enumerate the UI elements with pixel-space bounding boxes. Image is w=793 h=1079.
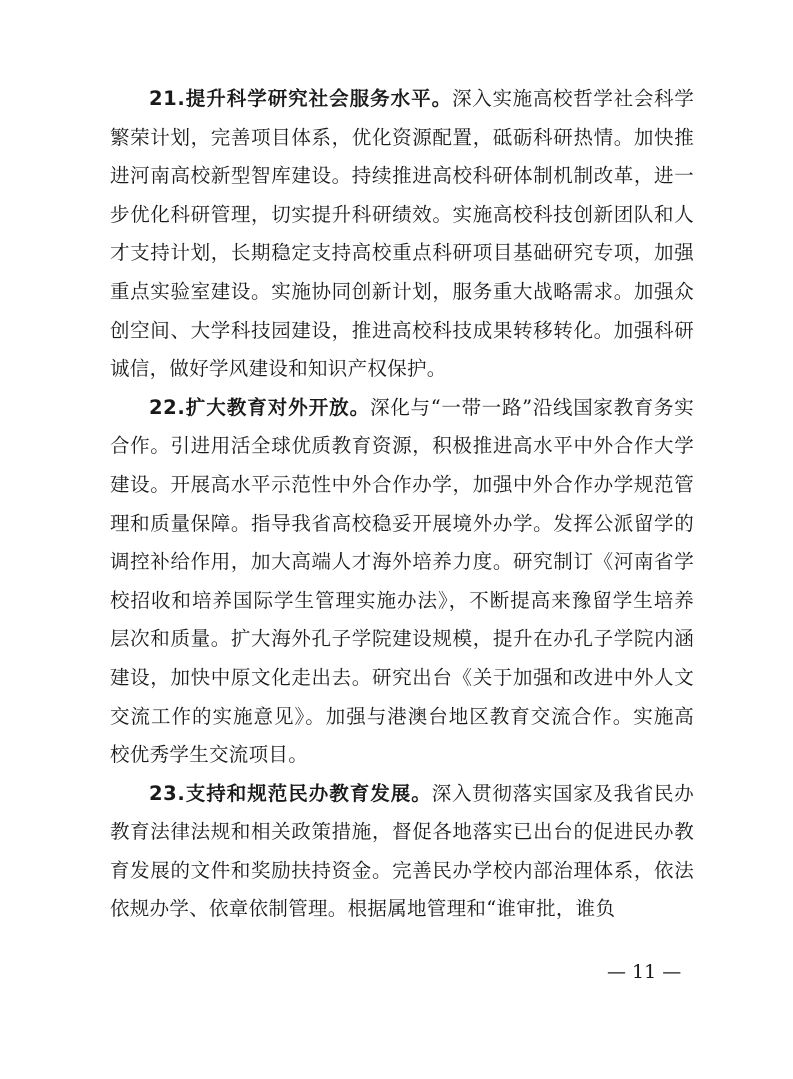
- paragraph-22: [110, 389, 694, 775]
- paragraph-21: [110, 80, 694, 389]
- paragraph-23-body: 深入贯彻落实国家及我省民办教育法律法规和相关政策措施，督促各地落实已出台的促进民办教育发展的文件和奖励扶持资金。完善民办学校内部治理体系，依法依规办学、依章依制管理。根据属地管理和“谁审批，谁负: [110, 781, 695, 921]
- paragraph-22-heading: 22.扩大教育对外开放。: [149, 395, 371, 419]
- paragraph-21-heading: 21.提升科学研究社会服务水平。: [149, 87, 453, 110]
- paragraph-23: [110, 775, 694, 929]
- paragraph-21-body: 深入实施高校哲学社会科学繁荣计划，完善项目体系，优化资源配置，砥砺科研热情。加快推进河南高校新型智库建设。持续推进高校科研体制机制改革，进一步优化科研管理，切实提升科研绩效。实施高校科技创新团队和人才支持计划，长期稳定支持高校重点科研项目基础研究专项，加强重点实验室建设。实施协同创新计划，服务重大战略需求。加强众创空间、大学科技园建设，推进高校科技成果转移转化。加强科研诚信，做好学风建设和知识产权保护。: [110, 87, 694, 381]
- document-page: [110, 80, 694, 929]
- page-number: — 11 —: [607, 961, 682, 983]
- paragraph-23-heading: 23.支持和规范民办教育发展。: [149, 781, 432, 805]
- paragraph-22-body: 深化与“一带一路”沿线国家教育务实合作。引进用活全球优质教育资源，积极推进高水平中外合作大学建设。开展高水平示范性中外合作办学，加强中外合作办学规范管理和质量保障。指导我省高校稳妥开展境外办学。发挥公派留学的调控补给作用，加大高端人才海外培养力度。研究制订《河南省学校招收和培养国际学生管理实施办法》，不断提高来豫留学生培养层次和质量。扩大海外孔子学院建设规模，提升在办孔子学院内涵建设，加快中原文化走出去。研究出台《关于加强和改进中外人文交流工作的实施意见》。加强与港澳台地区教育交流合作。实施高校优秀学生交流项目。: [110, 395, 694, 767]
